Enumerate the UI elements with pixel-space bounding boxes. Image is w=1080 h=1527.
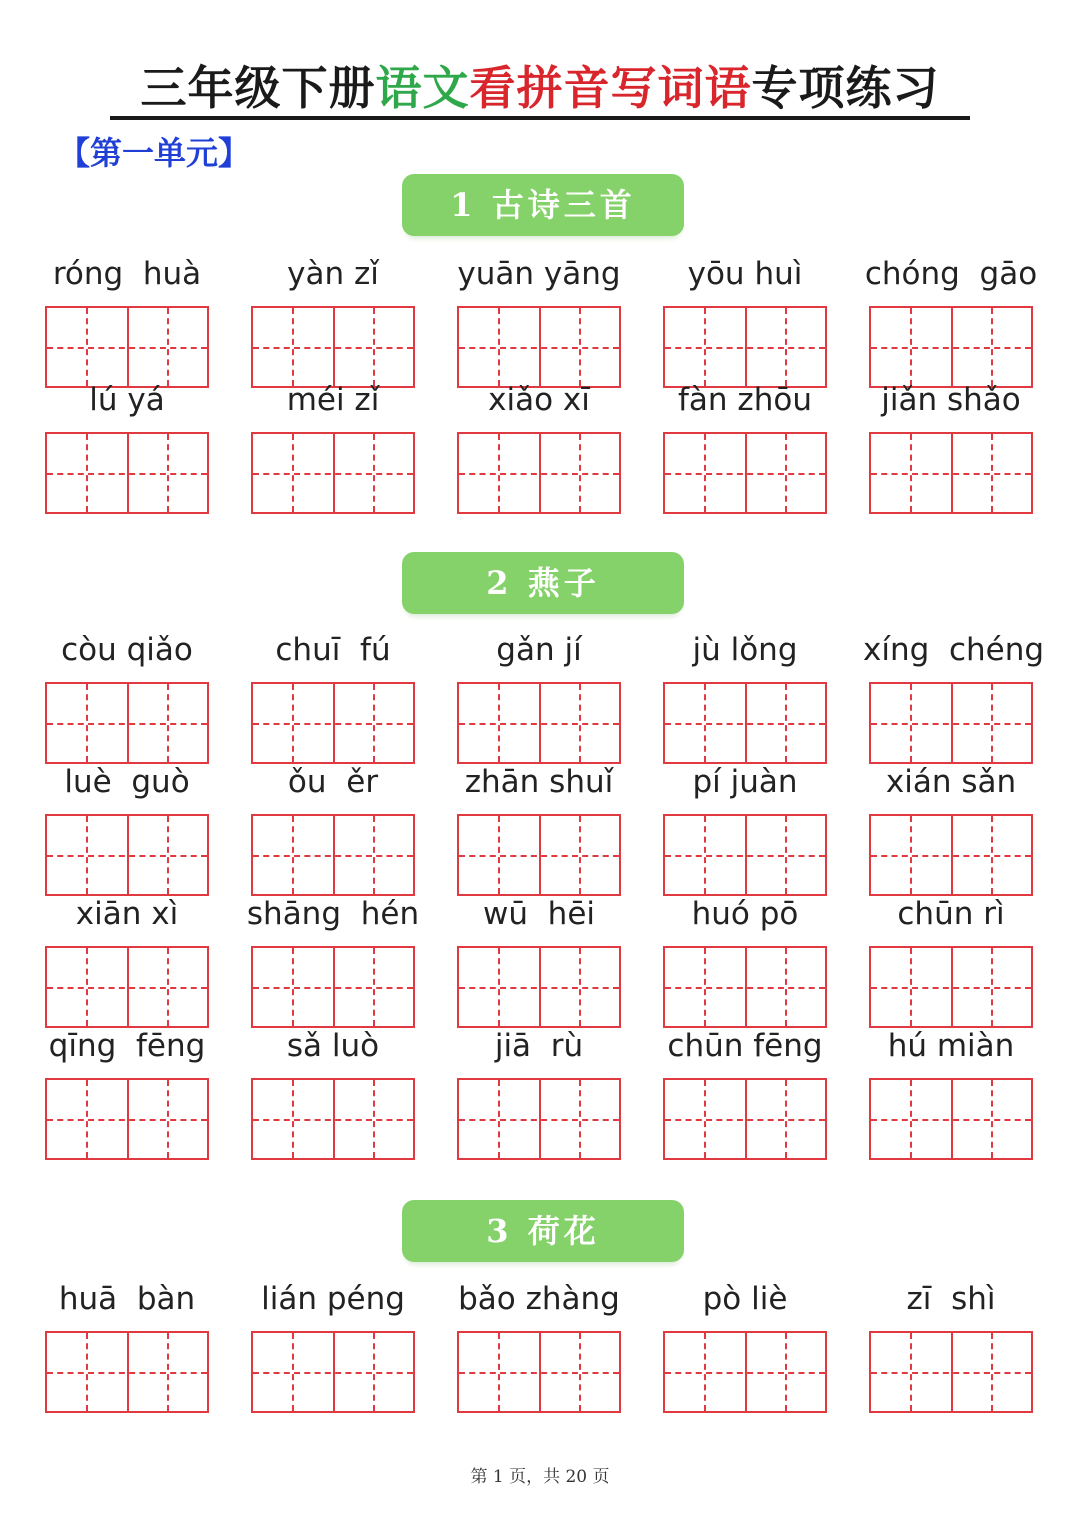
pinyin-prompt: sǎ luò (286, 1028, 380, 1064)
pinyin-prompt: yàn zǐ (287, 256, 379, 292)
tianzige-writing-box[interactable] (45, 1078, 209, 1160)
unit-label: 【第一单元】 (58, 134, 251, 172)
title-part-grade: 三年级下册 (140, 61, 376, 115)
tianzige-writing-box[interactable] (45, 432, 209, 514)
grid-guide-line (253, 347, 413, 349)
pinyin-prompt: jiā rù (494, 1028, 584, 1064)
tianzige-writing-box[interactable] (457, 682, 621, 764)
grid-guide-line (991, 308, 993, 386)
grid-guide-line (871, 723, 1031, 725)
tianzige-writing-box[interactable] (869, 432, 1033, 514)
tianzige-writing-box[interactable] (457, 306, 621, 388)
grid-guide-line (253, 855, 413, 857)
grid-guide-line (86, 816, 88, 894)
grid-guide-line (459, 1372, 619, 1374)
tianzige-writing-box[interactable] (251, 682, 415, 764)
grid-guide-line (167, 308, 169, 386)
grid-guide-line (292, 816, 294, 894)
pinyin-prompt: jiǎn shǎo (881, 382, 1021, 418)
grid-guide-line (459, 1119, 619, 1121)
grid-guide-line (459, 347, 619, 349)
pinyin-prompt: fàn zhōu (678, 382, 812, 418)
grid-guide-line (498, 1080, 500, 1158)
grid-guide-line (991, 816, 993, 894)
grid-guide-line (579, 684, 581, 762)
grid-guide-line (253, 987, 413, 989)
grid-guide-line (704, 434, 706, 512)
tianzige-writing-box[interactable] (869, 306, 1033, 388)
grid-guide-line (785, 816, 787, 894)
pinyin-prompt: qīng fēng (48, 1028, 206, 1064)
tianzige-writing-box[interactable] (251, 432, 415, 514)
tianzige-writing-box[interactable] (457, 1078, 621, 1160)
grid-guide-line (871, 347, 1031, 349)
grid-guide-line (498, 434, 500, 512)
grid-guide-line (167, 684, 169, 762)
grid-guide-line (910, 948, 912, 1026)
grid-guide-line (47, 347, 207, 349)
grid-guide-line (665, 1372, 825, 1374)
grid-guide-line (871, 987, 1031, 989)
grid-guide-line (167, 1333, 169, 1411)
grid-guide-line (86, 948, 88, 1026)
grid-guide-line (373, 1333, 375, 1411)
tianzige-writing-box[interactable] (457, 432, 621, 514)
pinyin-prompt: yōu huì (687, 256, 803, 292)
grid-guide-line (167, 1080, 169, 1158)
tianzige-writing-box[interactable] (45, 306, 209, 388)
pinyin-prompt: xíng chéng (863, 632, 1045, 668)
grid-guide-line (86, 434, 88, 512)
pinyin-prompt: chūn fēng (667, 1028, 823, 1064)
grid-guide-line (871, 473, 1031, 475)
grid-guide-line (785, 1333, 787, 1411)
grid-guide-line (785, 948, 787, 1026)
grid-guide-line (47, 473, 207, 475)
grid-guide-line (47, 1119, 207, 1121)
grid-guide-line (373, 816, 375, 894)
grid-guide-line (373, 948, 375, 1026)
tianzige-writing-box[interactable] (45, 1331, 209, 1413)
grid-guide-line (991, 1080, 993, 1158)
grid-guide-line (704, 684, 706, 762)
grid-guide-line (292, 684, 294, 762)
grid-guide-line (167, 434, 169, 512)
pinyin-prompt: shāng hén (246, 896, 420, 932)
tianzige-writing-box[interactable] (251, 814, 415, 896)
pinyin-prompt: chuī fú (275, 632, 391, 668)
grid-guide-line (704, 1080, 706, 1158)
grid-guide-line (167, 816, 169, 894)
grid-guide-line (579, 816, 581, 894)
grid-guide-line (253, 473, 413, 475)
grid-guide-line (910, 1080, 912, 1158)
grid-guide-line (292, 1333, 294, 1411)
tianzige-writing-box[interactable] (663, 306, 827, 388)
lesson-title-badge: 1 古诗三首 (402, 174, 684, 236)
tianzige-writing-box[interactable] (869, 814, 1033, 896)
tianzige-writing-box[interactable] (251, 1331, 415, 1413)
grid-guide-line (292, 1080, 294, 1158)
grid-guide-line (704, 816, 706, 894)
pinyin-prompt: zhān shuǐ (464, 764, 614, 800)
grid-guide-line (991, 948, 993, 1026)
grid-guide-line (47, 723, 207, 725)
grid-guide-line (47, 1372, 207, 1374)
grid-guide-line (167, 948, 169, 1026)
grid-guide-line (910, 308, 912, 386)
tianzige-writing-box[interactable] (251, 1078, 415, 1160)
grid-guide-line (579, 1333, 581, 1411)
tianzige-writing-box[interactable] (45, 946, 209, 1028)
pinyin-prompt: xiǎo xī (488, 382, 590, 418)
grid-guide-line (459, 473, 619, 475)
pinyin-prompt: ǒu ěr (287, 764, 379, 800)
pinyin-prompt: chóng gāo (864, 256, 1038, 292)
grid-guide-line (459, 855, 619, 857)
tianzige-writing-box[interactable] (457, 946, 621, 1028)
title-part-practice: 专项练习 (751, 61, 940, 115)
grid-guide-line (579, 308, 581, 386)
grid-guide-line (86, 1080, 88, 1158)
pinyin-prompt: còu qiǎo (61, 632, 193, 668)
page-footer: 第 1 页，共 20 页 (470, 1467, 610, 1487)
grid-guide-line (292, 948, 294, 1026)
grid-guide-line (785, 434, 787, 512)
tianzige-writing-box[interactable] (457, 1331, 621, 1413)
tianzige-writing-box[interactable] (869, 682, 1033, 764)
grid-guide-line (373, 1080, 375, 1158)
grid-guide-line (665, 987, 825, 989)
grid-guide-line (991, 434, 993, 512)
pinyin-prompt: wū hēi (482, 896, 596, 932)
pinyin-prompt: zī shì (906, 1281, 996, 1317)
pinyin-prompt: xián sǎn (885, 764, 1017, 800)
grid-guide-line (292, 308, 294, 386)
tianzige-writing-box[interactable] (663, 682, 827, 764)
pinyin-prompt: yuān yāng (457, 256, 621, 292)
grid-guide-line (785, 308, 787, 386)
grid-guide-line (871, 1119, 1031, 1121)
grid-guide-line (498, 948, 500, 1026)
grid-guide-line (498, 1333, 500, 1411)
grid-guide-line (86, 1333, 88, 1411)
tianzige-writing-box[interactable] (251, 946, 415, 1028)
tianzige-writing-box[interactable] (45, 814, 209, 896)
tianzige-writing-box[interactable] (457, 814, 621, 896)
grid-guide-line (665, 347, 825, 349)
grid-guide-line (665, 1119, 825, 1121)
lesson-title-badge: 2 燕子 (402, 552, 684, 614)
grid-guide-line (910, 684, 912, 762)
grid-guide-line (253, 723, 413, 725)
tianzige-writing-box[interactable] (869, 1331, 1033, 1413)
pinyin-prompt: xiān xì (75, 896, 179, 932)
grid-guide-line (459, 987, 619, 989)
tianzige-writing-box[interactable] (663, 432, 827, 514)
grid-guide-line (373, 308, 375, 386)
tianzige-writing-box[interactable] (251, 306, 415, 388)
lesson-title-badge: 3 荷花 (402, 1200, 684, 1262)
grid-guide-line (47, 855, 207, 857)
grid-guide-line (373, 434, 375, 512)
pinyin-prompt: chūn rì (897, 896, 1005, 932)
grid-guide-line (991, 684, 993, 762)
pinyin-prompt: huó pō (691, 896, 799, 932)
title-underline (110, 116, 970, 120)
grid-guide-line (579, 1080, 581, 1158)
pinyin-prompt: luè guò (64, 764, 190, 800)
grid-guide-line (86, 684, 88, 762)
grid-guide-line (871, 855, 1031, 857)
tianzige-writing-box[interactable] (869, 1078, 1033, 1160)
title-part-task: 看拼音写词语 (469, 61, 752, 115)
grid-guide-line (86, 308, 88, 386)
tianzige-writing-box[interactable] (663, 814, 827, 896)
grid-guide-line (871, 1372, 1031, 1374)
grid-guide-line (579, 434, 581, 512)
pinyin-prompt: pò liè (702, 1281, 788, 1317)
grid-guide-line (704, 948, 706, 1026)
tianzige-writing-box[interactable] (663, 946, 827, 1028)
grid-guide-line (785, 1080, 787, 1158)
pinyin-prompt: huā bàn (58, 1281, 196, 1317)
tianzige-writing-box[interactable] (663, 1331, 827, 1413)
tianzige-writing-box[interactable] (869, 946, 1033, 1028)
tianzige-writing-box[interactable] (663, 1078, 827, 1160)
grid-guide-line (665, 473, 825, 475)
grid-guide-line (665, 855, 825, 857)
pinyin-prompt: hú miàn (887, 1028, 1015, 1064)
grid-guide-line (498, 816, 500, 894)
pinyin-prompt: róng huà (52, 256, 202, 292)
pinyin-prompt: gǎn jí (496, 632, 582, 668)
grid-guide-line (579, 948, 581, 1026)
pinyin-prompt: méi zǐ (286, 382, 380, 418)
grid-guide-line (704, 308, 706, 386)
grid-guide-line (910, 1333, 912, 1411)
grid-guide-line (253, 1372, 413, 1374)
pinyin-prompt: lián péng (261, 1281, 405, 1317)
pinyin-prompt: jù lǒng (692, 632, 798, 668)
grid-guide-line (991, 1333, 993, 1411)
grid-guide-line (373, 684, 375, 762)
page-title (0, 52, 1080, 124)
pinyin-prompt: lú yá (89, 382, 165, 418)
grid-guide-line (910, 434, 912, 512)
grid-guide-line (785, 684, 787, 762)
grid-guide-line (253, 1119, 413, 1121)
grid-guide-line (47, 987, 207, 989)
grid-guide-line (910, 816, 912, 894)
grid-guide-line (498, 308, 500, 386)
tianzige-writing-box[interactable] (45, 682, 209, 764)
grid-guide-line (459, 723, 619, 725)
pinyin-prompt: pí juàn (692, 764, 798, 800)
grid-guide-line (665, 723, 825, 725)
grid-guide-line (704, 1333, 706, 1411)
grid-guide-line (498, 684, 500, 762)
title-part-subject: 语文 (375, 61, 470, 115)
pinyin-prompt: bǎo zhàng (458, 1281, 620, 1317)
grid-guide-line (292, 434, 294, 512)
